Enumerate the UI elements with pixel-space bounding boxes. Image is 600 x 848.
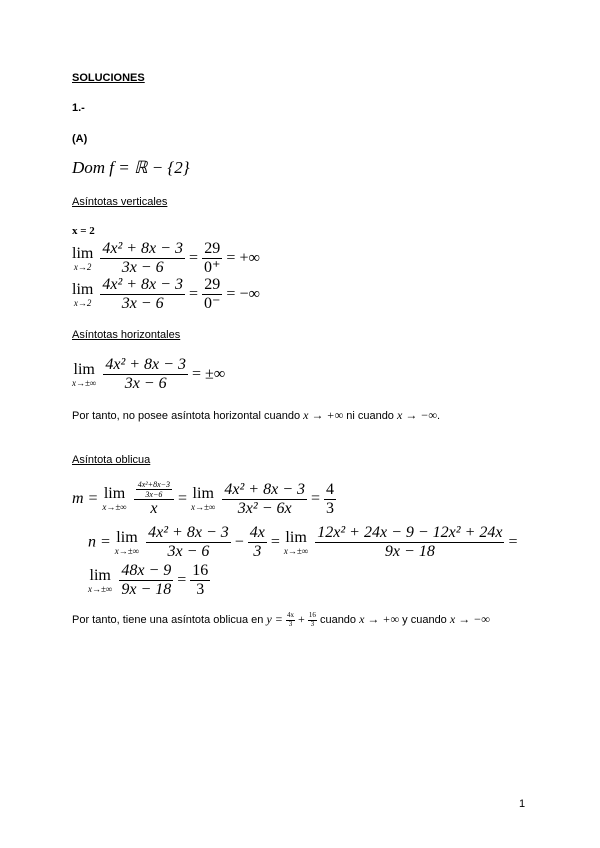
page-number: 1 [519,798,526,810]
oblique-slope-equation: m = lim x→±∞ $\frac{\frac{\text{4x²+8x−3}}{3x-6}}{x}$ = lim x→±∞ $\frac{\text{4x² + 8x − 3}}{\text{3x² − 6x}}$ = $\frac{4}{3}$ [72,480,335,518]
section-oblique-asymptote: Asíntota oblicua [72,454,151,466]
section-horizontal-asymptotes: Asíntotas horizontales [72,329,181,341]
vertical-limit-left: lim x→2 $\frac{\text{4x² + 8x − 3}}{3x - 6}$ = $\frac{29}{0^-}$ = −∞ [72,276,260,313]
page-heading: SOLUCIONES [72,72,145,84]
vertical-limit-right: lim x→2 $\frac{\text{4x² + 8x − 3}}{3x - 6}$ = $\frac{29}{0^+}$ = +∞ [72,240,260,277]
domain-expression: Dom f = ℝ − {2} [72,158,190,177]
oblique-intercept-equation: n = lim x→±∞ $\frac{\text{4x² + 8x − 3}}{3x - 6}$ − $\frac{4x}{3}$ = lim x→±∞ $\frac{\text{12x² + 24x − 9 − 12x² + 24x}}{9x - 18}$ = [88,524,518,561]
horizontal-limit: lim x→±∞ $\frac{\text{4x² + 8x − 3}}{3x - 6}$ = ±∞ [72,356,226,393]
section-vertical-asymptotes: Asíntotas verticales [72,196,168,208]
oblique-intercept-continuation: lim x→±∞ $\frac{48x - 9}{9x - 18}$ = $\frac{16}{3}$ [88,562,209,599]
vertical-x-value: x = 2 [72,225,95,237]
exercise-number: 1.- [72,102,85,114]
part-label: (A) [72,133,88,145]
horizontal-conclusion: Por tanto, no posee asíntota horizontal cuando x → +∞ ni cuando x → −∞. [72,408,441,422]
oblique-conclusion: Por tanto, tiene una asíntota oblicua en y = $\frac{4x}{3}$ + $\frac{16}{3}$ cuando x → +∞ y cuando x → −∞ [72,611,490,628]
